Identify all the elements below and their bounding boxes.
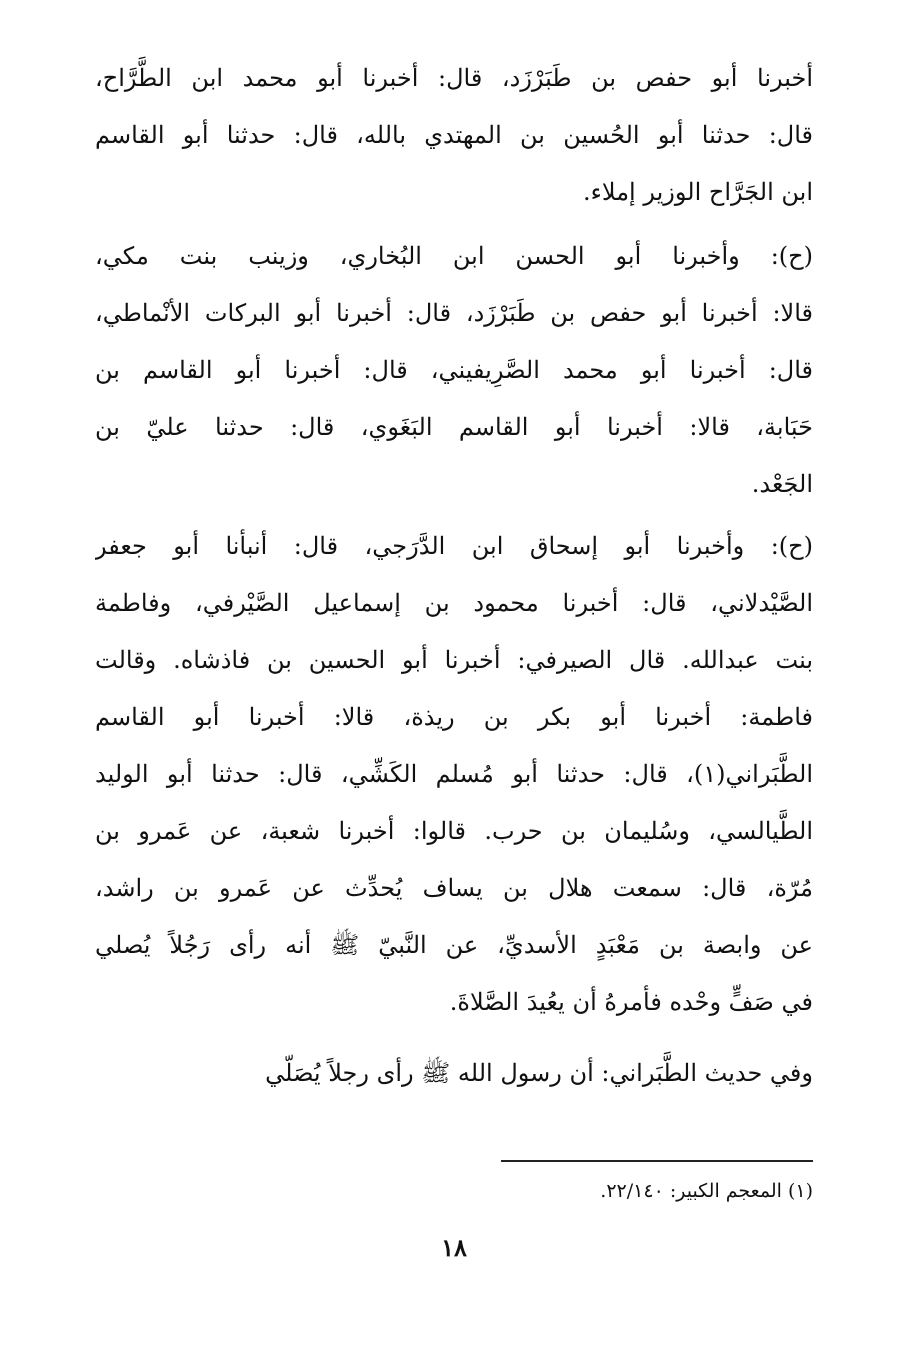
paragraph-isnad-1 <box>95 50 813 221</box>
paragraph-hadith-tabarani <box>95 1045 813 1102</box>
text-line: أخبرنا أبو حفص بن طَبَرْزَد، قال: أخبرنا أبو محمد ابن الطَّرَّاح، <box>95 64 813 92</box>
text-line: حَبَابة، قالا: أخبرنا أبو القاسم البَغَوي، قال: حدثنا عليّ بن <box>95 413 813 441</box>
paragraph-isnad-3 <box>95 518 813 1031</box>
text-line: الصَّيْدلاني، قال: أخبرنا محمود بن إسماعيل الصَّيْرفي، وفاطمة <box>95 589 813 617</box>
text-line: فاطمة: أخبرنا أبو بكر بن ريذة، قالا: أخبرنا أبو القاسم <box>95 703 813 731</box>
text-line: ابن الجَرَّاح الوزير إملاء. <box>582 178 813 206</box>
text-line: عن وابصة بن مَعْبَدٍ الأسديِّ، عن النَّبيّ ﷺ أنه رأى رَجُلاً يُصلي <box>95 931 813 959</box>
paragraph-isnad-2 <box>95 228 813 513</box>
text-line: الجَعْد. <box>751 470 813 498</box>
text-line: وفي حديث الطَّبَراني: أن رسول الله ﷺ رأى رجلاً يُصَلّي <box>265 1059 813 1087</box>
text-line: في صَفٍّ وحْده فأمرهُ أن يعُيدَ الصَّلاةَ. <box>449 988 813 1016</box>
text-line: بنت عبدالله. قال الصيرفي: أخبرنا أبو الحسين بن فاذشاه. وقالت <box>95 646 813 674</box>
page-number: ١٨ <box>441 1233 467 1262</box>
text-line: قال: حدثنا أبو الحُسين بن المهتدي بالله، قال: حدثنا أبو القاسم <box>95 121 813 149</box>
text-line: قال: أخبرنا أبو محمد الصَّرِيفيني، قال: أخبرنا أبو القاسم بن <box>95 356 813 384</box>
footnote: (١) المعجم الكبير: ٢٢/١٤٠. <box>600 1180 813 1202</box>
book-page <box>95 0 813 1353</box>
text-line: الطَّبَراني(١)، قال: حدثنا أبو مُسلم الكَشِّي، قال: حدثنا أبو الوليد <box>95 760 813 788</box>
text-line: (ح): وأخبرنا أبو إسحاق ابن الدَّرَجي، قال: أنبأنا أبو جعفر <box>95 532 813 560</box>
text-line: قالا: أخبرنا أبو حفص بن طَبَرْزَد، قال: أخبرنا أبو البركات الأنْماطي، <box>95 299 813 327</box>
text-line: الطَّيالسي، وسُليمان بن حرب. قالوا: أخبرنا شعبة، عن عَمرو بن <box>95 817 813 845</box>
text-line: (ح): وأخبرنا أبو الحسن ابن البُخاري، وزينب بنت مكي، <box>95 242 813 270</box>
text-line: مُرّة، قال: سمعت هلال بن يساف يُحدِّث عن عَمرو بن راشد، <box>95 874 813 902</box>
footnote-divider <box>501 1160 813 1162</box>
